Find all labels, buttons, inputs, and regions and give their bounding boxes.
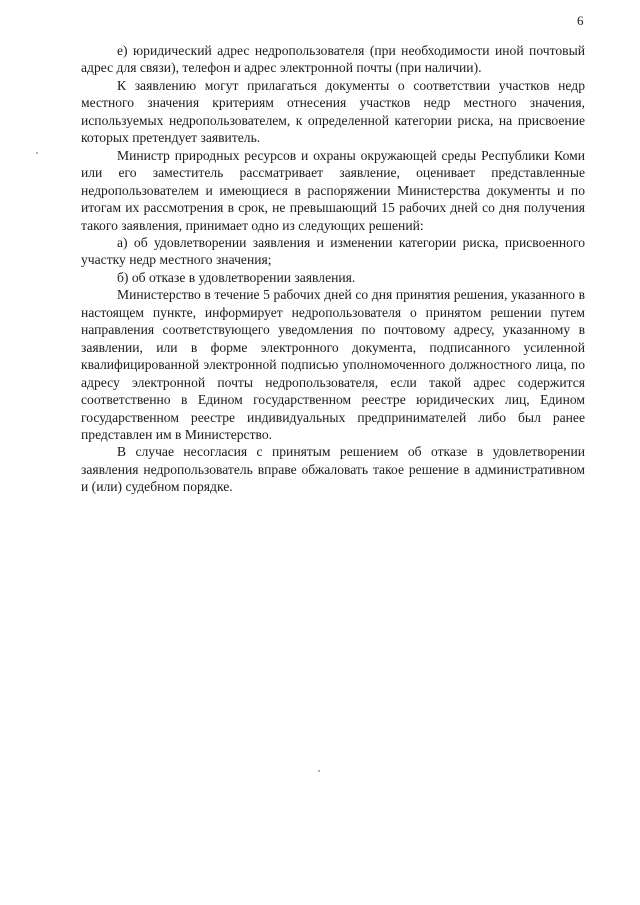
paragraph-review: Министр природных ресурсов и охраны окружающей среды Республики Коми или его заместитель рассматривает заявление, оценивает представленные недропользователем и имеющиеся в распоряжении Министерства документы и по итогам их рассмотрения в срок, не превышающий 15 рабочих дней со дня получения такого заявления, принимает одно из следующих решений: bbox=[81, 147, 585, 233]
paragraph-attachments: К заявлению могут прилагаться документы о соответствии участков недр местного значения критериям отнесения участков недр местного значения, используемых недропользователем, к определенной категории риска, на присвоение которых претендует заявитель. bbox=[81, 77, 585, 146]
scan-speck bbox=[36, 152, 38, 154]
paragraph-decision-b: б) об отказе в удовлетворении заявления. bbox=[117, 269, 356, 285]
paragraph-notification: Министерство в течение 5 рабочих дней со дня принятия решения, указанного в настоящем пункте, информирует недропользователя о принятом решении путем направления соответствующего уведомления по почтовому адресу, указанному в заявлении, или в форме электронного документа, подписанного усиленной квалифицированной электронной подписью уполномоченного должностного лица, по адресу электронной почты недропользователя, если такой адрес содержится соответственно в Едином государственном реестре юридических лиц, Едином государственном реестре индивидуальных предпринимателей либо был ранее представлен им в Министерство. bbox=[81, 287, 585, 442]
paragraph-appeal: В случае несогласия с принятым решением об отказе в удовлетворении заявления недропользователь вправе обжаловать такое решение в административном и (или) судебном порядке. bbox=[81, 444, 585, 495]
paragraph-decision-a: а) об удовлетворении заявления и изменении категории риска, присвоенного участку недр местного значения; bbox=[81, 234, 585, 268]
page-number: 6 bbox=[577, 13, 584, 28]
document-body bbox=[81, 42, 585, 496]
paragraph-item-e: е) юридический адрес недропользователя (при необходимости иной почтовый адрес для связи), телефон и адрес электронной почты (при наличии). bbox=[81, 43, 585, 76]
scan-speck bbox=[318, 770, 320, 772]
